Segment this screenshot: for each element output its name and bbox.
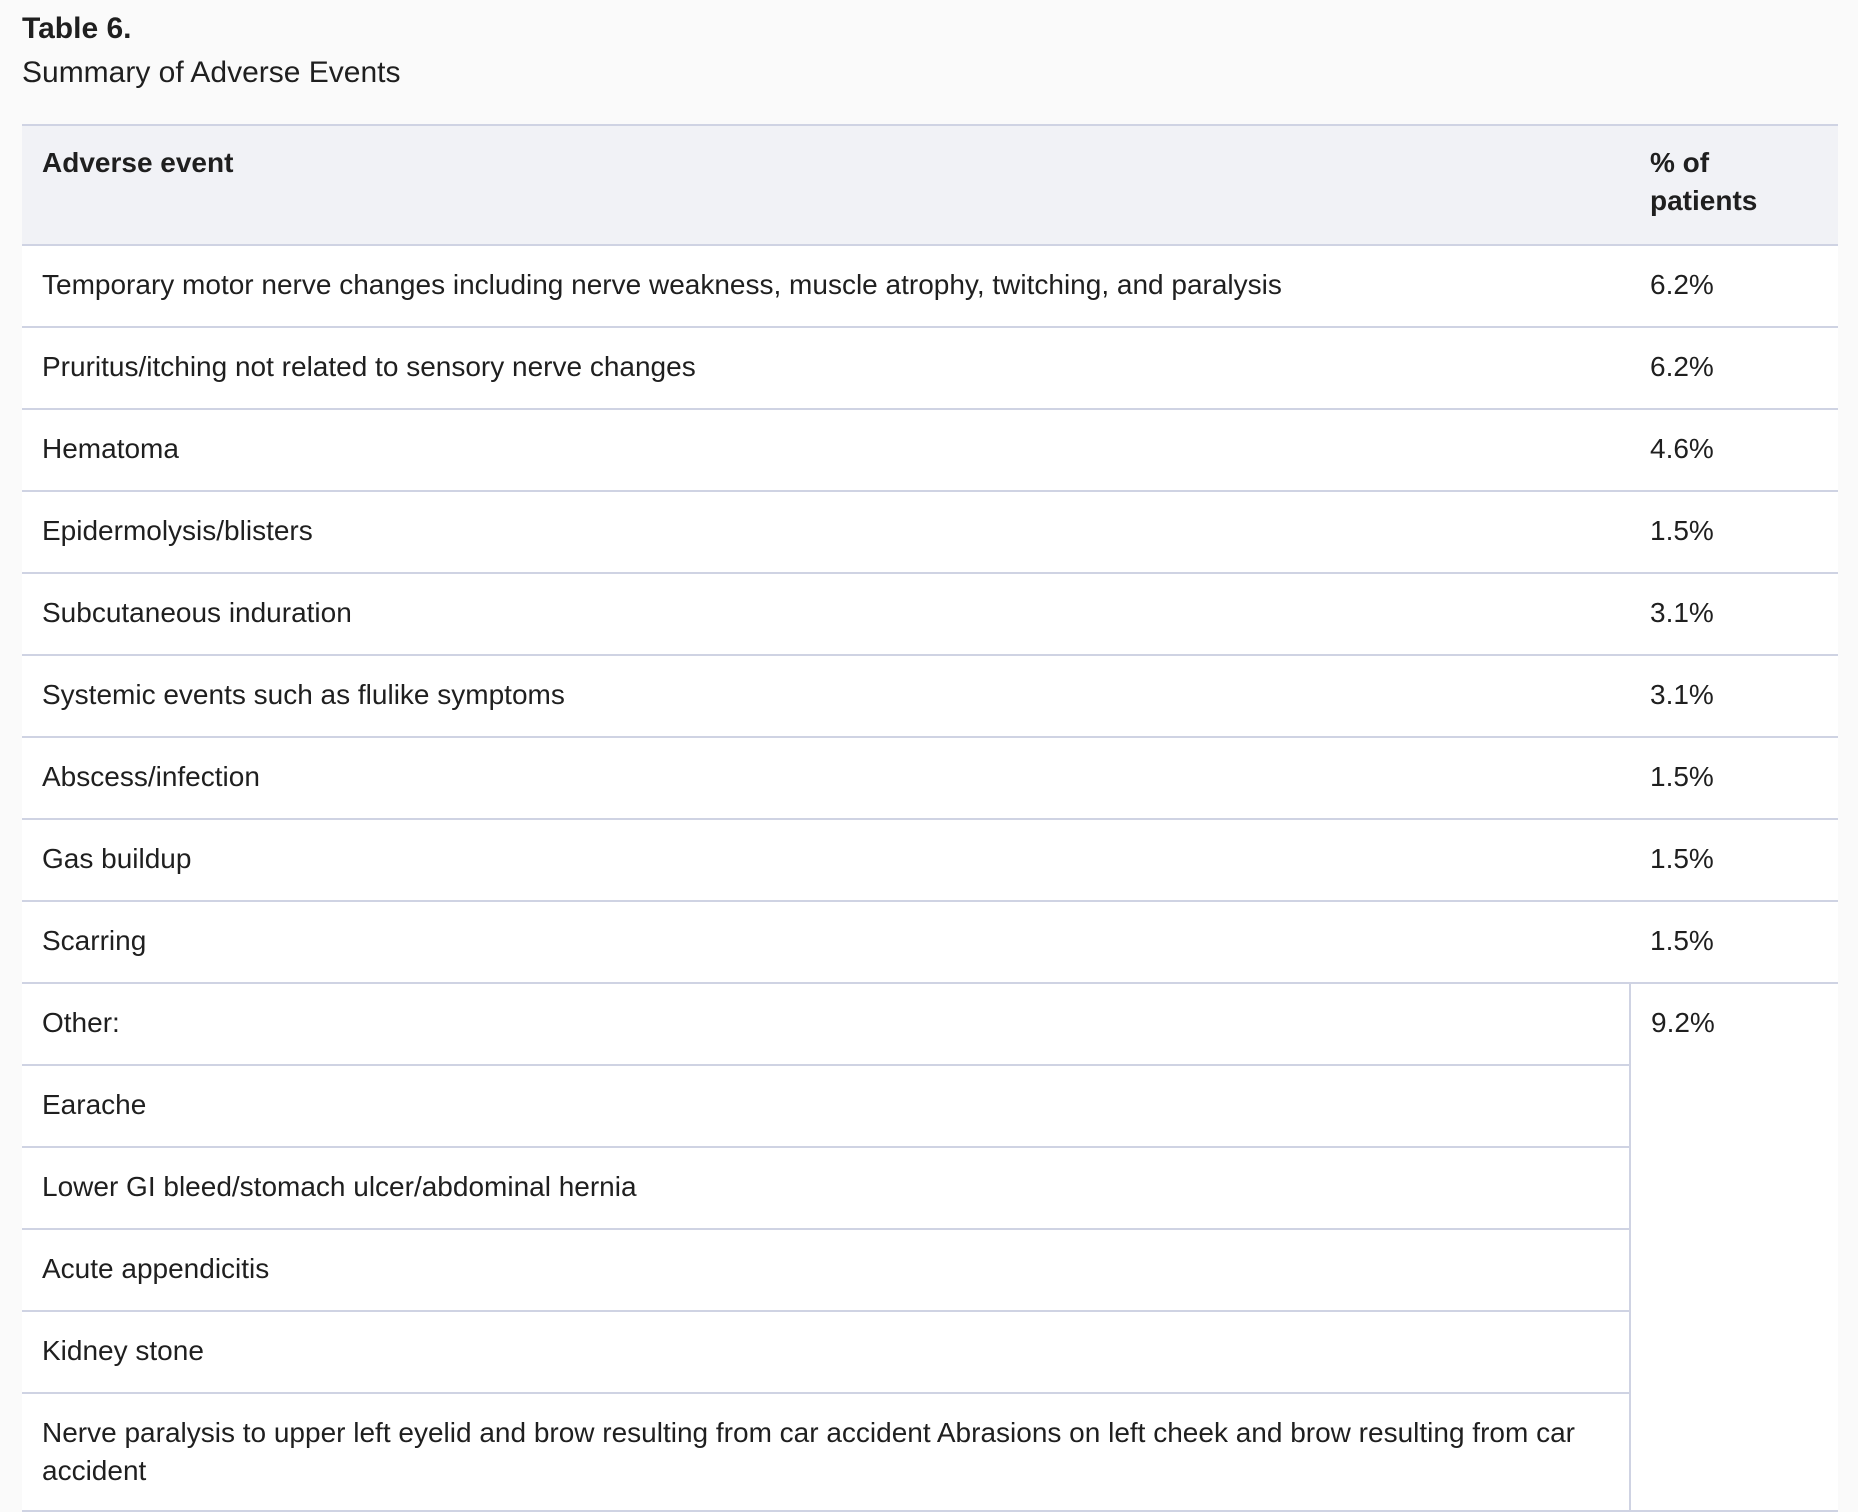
percent-cell: 1.5% (1630, 491, 1838, 573)
event-cell: Scarring (22, 901, 1630, 983)
table-row (22, 1393, 1838, 1511)
event-cell: Acute appendicitis (22, 1229, 1630, 1311)
percent-cell-other: 9.2% (1630, 983, 1838, 1511)
percent-cell: 4.6% (1630, 409, 1838, 491)
event-cell: Pruritus/itching not related to sensory nerve changes (22, 327, 1630, 409)
event-cell: Hematoma (22, 409, 1630, 491)
percent-cell: 1.5% (1630, 737, 1838, 819)
event-cell: Nerve paralysis to upper left eyelid and brow resulting from car accident Abrasions on left cheek and brow resulting from car accident (22, 1393, 1630, 1511)
table-row (22, 1065, 1838, 1147)
event-cell: Temporary motor nerve changes including nerve weakness, muscle atrophy, twitching, and paralysis (22, 245, 1630, 327)
percent-cell: 6.2% (1630, 245, 1838, 327)
event-cell: Abscess/infection (22, 737, 1630, 819)
event-cell: Earache (22, 1065, 1630, 1147)
table-row (22, 327, 1838, 409)
table-row (22, 819, 1838, 901)
table-row (22, 901, 1838, 983)
percent-cell: 6.2% (1630, 327, 1838, 409)
table-row (22, 1311, 1838, 1393)
column-header-percent-of-patients: % of patients (1630, 125, 1838, 245)
percent-cell: 3.1% (1630, 655, 1838, 737)
event-cell: Gas buildup (22, 819, 1630, 901)
table-row-other (22, 983, 1838, 1065)
event-cell: Lower GI bleed/stomach ulcer/abdominal hernia (22, 1147, 1630, 1229)
event-cell: Kidney stone (22, 1311, 1630, 1393)
event-cell: Subcutaneous induration (22, 573, 1630, 655)
table-row (22, 655, 1838, 737)
table-row (22, 573, 1838, 655)
column-header-adverse-event: Adverse event (22, 125, 1630, 245)
event-cell: Epidermolysis/blisters (22, 491, 1630, 573)
percent-cell: 1.5% (1630, 901, 1838, 983)
table-row (22, 245, 1838, 327)
percent-cell: 1.5% (1630, 819, 1838, 901)
table-title: Summary of Adverse Events (22, 56, 401, 89)
table-row (22, 737, 1838, 819)
table-row (22, 491, 1838, 573)
table-figure (22, 12, 1838, 1486)
event-cell: Other: (22, 983, 1630, 1065)
table-row (22, 409, 1838, 491)
table-label: Table 6. (22, 12, 132, 45)
table-row (22, 1147, 1838, 1229)
adverse-events-table (22, 124, 1838, 1512)
table-row (22, 1229, 1838, 1311)
table-header-row (22, 125, 1838, 245)
percent-cell: 3.1% (1630, 573, 1838, 655)
event-cell: Systemic events such as flulike symptoms (22, 655, 1630, 737)
